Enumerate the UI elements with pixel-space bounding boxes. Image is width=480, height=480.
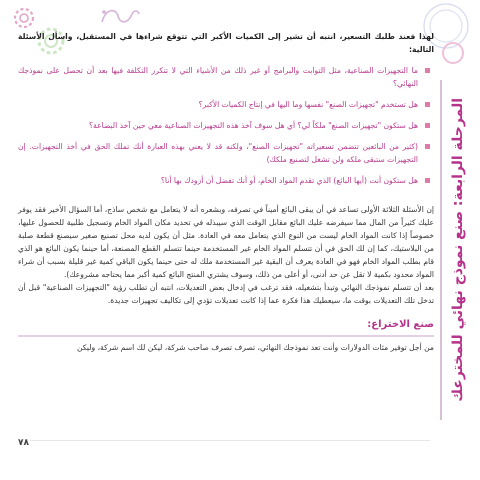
bullet-icon [425,144,430,149]
body-paragraph: بعد أن تتسلم نموذجك النهائي وتبدأ بتشغيله، فقد ترغب في إدخال بعض التعديلات، انتبه أن تطلب رؤية "التجهيزات الصناعية" قبل أن تدخل تلك التعديلات بوقت ما، سيعطيك هذا فكرة عما إذا كانت تعديلات تؤدي إلى تكاليف تجهيزات جديدة. [18,283,434,305]
bullet-icon [425,102,430,107]
section-divider [18,335,434,337]
body-paragraph: إن الأسئلة الثلاثة الأولى تساعد في أن يبقى البائع أميناً في تصرفه، وبشعره أنه لا يتعامل مع شخص ساذج، أما السؤال الأخير فقد يوفر عليك كثيراً من المال مما سيفرضه عليك البائع مقابل الوقت الذي سيبذله في تحديد مكان المواد الخام وتسجيل طلبية للحصول عليها، خصوصاً إذا كانت المواد الخام ليست من النوع الذي يتعامل معه في العادة. مثل أن يكون لديه محل تصنيع صغير سيصنع قطعة صلبة من البلاستيك، كما إن لك الحق في أن تتسلم المواد الخام غير المستخدمة حينما تتسلم القطع المصنعة، أما حينما يكون البائع هو الذي قام بطلب المواد الخام فهو في العادة يعرف أن البقية غير المستخدمة ملك له حتى حينما يكون الباقي كمية غير قليلة بسبب أن شراء المواد محدود بكمية لا تقل عن حد أدنى، أو أعلى من ذلك، وسوف يشتري المنتج البائع كمية أكبر مما يحتاجه مشروعك). [18,205,434,279]
list-item [18,119,418,132]
swirl-ornament-icon [98,4,142,28]
bullet-icon [425,68,430,73]
page-number: ٧٨ [18,438,29,448]
question-text: هل تستخدم "تجهيزات الصنع" نفسها وما اليها في إنتاج الكميات الأكبر؟ [198,100,418,109]
question-text: هل ستكون "تجهيزات الصنع" ملكاً لي؟ أي هل سوف آخذ هذه التجهيزات الصناعية معي حين آخذ البضاعة؟ [88,121,418,130]
list-item [18,98,418,111]
list-item [18,174,418,187]
chapter-side-title [448,80,468,420]
question-text: ما التجهيزات الصناعية، مثل التوابت والبرامج أو غير ذلك من الأشياء التي لا تتكرر التكلفة فيها بعد أن تحصل على نموذجك النهائي؟ [18,66,418,88]
sidebar-divider [440,80,442,420]
bullet-icon [425,123,430,128]
intro-paragraph: لهذا فعند طلبك التسعير، انتبه أن تشير إلى الكميات الأكبر التي تتوقع شراءها في المستقبل، واسأل الأسئلة التالية: [18,32,434,54]
section-heading: صنع الاختراع: [367,319,434,330]
questions-list [18,64,434,187]
main-content [18,30,434,354]
bullet-icon [425,178,430,183]
list-item [18,140,418,166]
footer-divider [30,440,430,441]
body-paragraph: من أجل توفير مئات الدولارات وأنت تعد نموذجك النهائي، تصرف تصرف صاحب شركة، ليكن لك اسم شركة، وليكن [76,343,434,352]
question-text: هل ستكون أنت (أيها البائع) الذي تقدم المواد الخام، أو أنك تفضل أن أزودك بها أنا؟ [160,176,418,185]
list-item [18,64,418,90]
question-text: (كثير من البائعين تتضمن تسعيراته "تجهيزات الصنع"، ولكنه قد لا يعني بهذه العبارة أنك تملك الحق في أخذ التجهيزات. إن التجهيزات ستبقى ملكه ولن تشغل لتصنيع ملكك) [18,142,418,164]
ring-ornament-icon [440,40,466,66]
chapter-side-title-text: المرحلة الرابعة: صنع نموذج نهائي للمخترعك [450,98,466,402]
